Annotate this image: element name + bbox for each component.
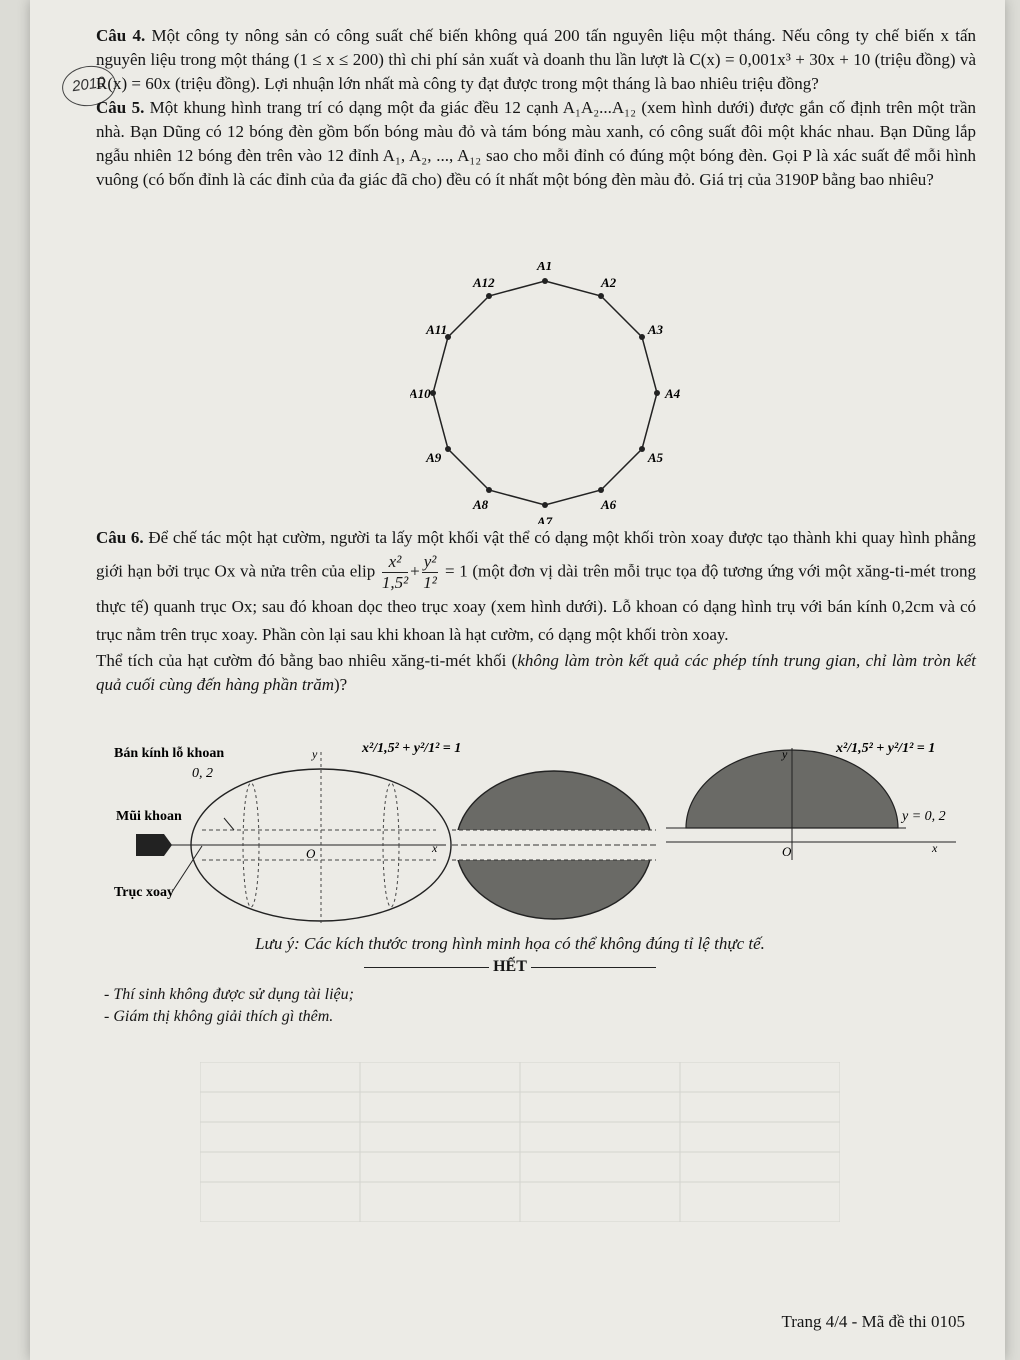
bead-figures — [106, 730, 986, 930]
vertex-label: A2 — [601, 275, 617, 291]
frac-y-num: y² — [423, 552, 437, 571]
figure-note: Lưu ý: Các kích thước trong hình minh họa có thể không đúng tỉ lệ thực tế. — [255, 934, 765, 953]
question-6-text-b: (một đơn vị dài trên mỗi trục tọa độ tương ứng với một xăng-ti-mét trong thực tế) quanh trục Ox; sau đó khoan dọc theo trục xoay (xem hình dưới). Lỗ khoan có dạng hình trụ với bán kính 0,2cm và có trục nằm trên trục xoay. Phần còn lại sau khi khoan là hạt cườm, có dạng một khối tròn xoay. — [96, 561, 977, 644]
line-label: y = 0, 2 — [902, 809, 946, 824]
question-5-text: Một khung hình trang trí có dạng một đa giác đều 12 cạnh A₁A₂...A₁₂ (xem hình dưới) được gắn cố định trên một trần nhà. Bạn Dũng có 12 bóng đèn gồm bốn bóng màu đỏ và tám bóng màu xanh, có công suất đôi một khác nhau. Bạn Dũng lắp ngẫu nhiên 12 bóng đèn trên vào 12 đỉnh A₁, A₂, ..., A₁₂ sao cho mỗi đỉnh có đúng một bóng đèn. Gọi P là xác suất để mỗi hình vuông (có bốn đỉnh là các đỉnh của đa giác đã cho) đều có ít nhất một bóng đèn màu đỏ. Giá trị của 3190P bằng bao nhiêu? — [96, 98, 977, 189]
vertex-label: A8 — [473, 496, 489, 512]
frac-x-den: 1,5² — [381, 573, 409, 592]
vertex-dot — [445, 446, 451, 452]
frac-y-den: 1² — [423, 573, 437, 592]
equation-1: x²/1,5² + y²/1² = 1 — [362, 741, 462, 756]
radius-pointer — [224, 818, 234, 830]
vertex-label: A12 — [473, 275, 495, 291]
ellipse-rhs: = 1 — [445, 561, 468, 581]
vertex-dot — [654, 390, 660, 396]
question-4-text: Một công ty nông sản có công suất chế biến không quá 200 tấn nguyên liệu một tháng. Nếu công ty chế biến x tấn nguyên liệu trong một tháng (1 ≤ x ≤ 200) thì chi phí sản xuất và doanh thu lần lượt là C(x) = 0,001x³ + 30x + 10 (triệu đồng) và R(x) = 60x (triệu đồng). Lợi nhuận lớn nhất mà công ty đạt được trong một tháng là bao nhiêu triệu đồng? — [96, 26, 977, 93]
question-6-text-c: Thể tích của hạt cườm đó bằng bao nhiêu xăng-ti-mét khối ( — [96, 651, 518, 670]
bead-figures-svg — [106, 730, 986, 930]
question-6-text-end: )? — [333, 675, 348, 694]
vertex-label: A3 — [647, 322, 664, 337]
question-4 — [96, 24, 976, 96]
exam-content — [96, 24, 976, 192]
x-label-3: x — [932, 841, 938, 855]
question-5 — [96, 96, 976, 192]
question-6-text-a: Để chế tác một hạt cườm, người ta lấy một khối vật thể có dạng một khối tròn xoay được tạo thành khi quay hình phẳng giới hạn bởi trục Ox và nửa trên của elip — [96, 528, 977, 581]
ellipse-fraction-y — [422, 552, 439, 593]
handwritten-stamp: 2010 — [59, 62, 118, 109]
footnotes — [104, 984, 354, 1028]
page-footer: Trang 4/4 - Mã đề thi 0105 — [781, 1312, 965, 1331]
equation-3: x²/1,5² + y²/1² = 1 — [836, 741, 936, 756]
end-marker — [0, 958, 1020, 976]
ellipse-fraction-x — [382, 552, 408, 593]
vertex-label: A5 — [647, 450, 664, 465]
dodecagon-figure — [410, 262, 680, 524]
x-label-1: x — [432, 841, 438, 855]
footnote-2: - Giám thị không giải thích gì thêm. — [104, 1008, 334, 1025]
dodecagon-svg — [410, 262, 680, 524]
origin-3: O — [782, 844, 792, 859]
vertex-dot — [430, 390, 436, 396]
radius-label: Bán kính lỗ khoan — [114, 746, 225, 761]
question-6-part-c — [96, 649, 976, 697]
vertex-label: A10 — [410, 386, 431, 401]
drill-bit-shape — [136, 834, 164, 856]
origin-1: O — [306, 846, 316, 861]
dodecagon-outline — [433, 281, 657, 505]
footnote-1: - Thí sinh không được sử dụng tài liệu; — [104, 986, 354, 1003]
end-label: HẾT — [493, 958, 527, 975]
radius-value: 0, 2 — [192, 766, 213, 781]
axis-label: Trục xoay — [114, 885, 175, 900]
vertex-label: A1 — [537, 262, 553, 273]
vertex-dot — [486, 487, 492, 493]
question-4-label: Câu 4. — [96, 26, 146, 45]
vertex-dot — [486, 293, 492, 299]
frac-x-num: x² — [382, 552, 408, 573]
vertex-label: A6 — [601, 496, 617, 512]
vertex-label: A9 — [426, 450, 442, 465]
question-5-label: Câu 5. — [96, 98, 145, 117]
vertex-dot — [598, 293, 604, 299]
y-label-1: y — [312, 747, 318, 761]
vertex-dot — [639, 446, 645, 452]
question-6-block — [96, 524, 976, 697]
vertex-dot — [542, 278, 548, 284]
question-6-label: Câu 6. — [96, 528, 144, 547]
vertex-dot — [542, 502, 548, 508]
vertex-dot — [639, 334, 645, 340]
vertex-label: A11 — [426, 322, 448, 337]
vertex-label: A4 — [665, 386, 680, 401]
y-label-3: y — [782, 747, 788, 761]
drill-label: Mũi khoan — [116, 809, 182, 824]
question-6: Câu 6. Để chế tác một hạt cườm, người ta lấy một khối vật thể có dạng một khối tròn xoay được tạo thành khi quay hình phẳng giới hạn bởi trục Ox và nửa trên của elip $\frac{\text{x²}}{\text{1,5²}}$ + $\frac{\text{y²}}{\text{1²}}$ = 1 (một đơn vị dài trên mỗi trục tọa độ tương ứng với một xăng-ti-mét trong thực tế) quanh trục Ox; sau đó khoan dọc theo trục xoay (xem hình dưới). Lỗ khoan có dạng hình trụ với bán kính 0,2cm và có trục nằm trên trục xoay. Phần còn lại sau khi khoan là hạt cườm, có dạng một khối tròn xoay. — [96, 528, 977, 644]
vertex-label: A7 — [537, 514, 553, 524]
vertex-dot — [598, 487, 604, 493]
question-6-text-italic: không làm tròn kết quả các phép tính trung gian, chỉ làm tròn kết quả cuối cùng đến hàng phần trăm — [96, 651, 976, 694]
bleed-through-table — [200, 1062, 840, 1222]
